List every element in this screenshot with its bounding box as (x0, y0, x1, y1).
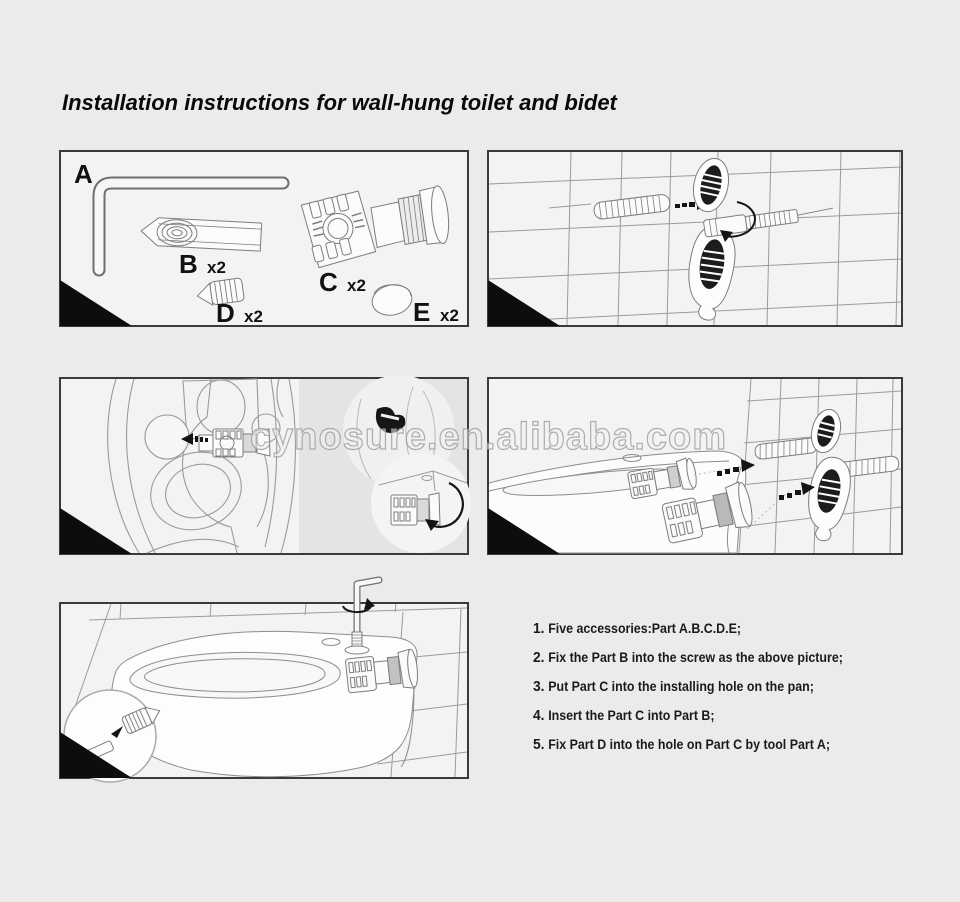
instruction-number: 2. (533, 649, 545, 666)
instruction-item (533, 707, 901, 724)
accessories-illustration (61, 152, 467, 328)
pan-outline (108, 379, 296, 553)
instruction-number: 4. (533, 707, 545, 724)
instruction-text: Fix the Part B into the screw as the above picture; (548, 650, 843, 665)
instruction-text: Five accessories:Part A.B.C.D.E; (548, 621, 742, 636)
panel-fix-screw-to-wall (487, 150, 903, 327)
label-part-e: E (413, 297, 431, 327)
mounting-illustration (489, 379, 901, 553)
instruction-item (533, 620, 901, 637)
screw-part-b-floating (593, 194, 671, 220)
panel-part-c-into-pan (59, 377, 469, 555)
wall-hole-lower (682, 223, 739, 322)
inset-detail-bottom (371, 453, 471, 553)
wall-hole-upper (689, 155, 733, 215)
instruction-text: Put Part C into the installing hole on the pan; (548, 679, 814, 694)
instruction-list (533, 620, 933, 765)
label-part-a: A (74, 159, 93, 189)
cap-part-e (369, 281, 414, 319)
instruction-number: 1. (533, 620, 545, 637)
qty-part-b: x2 (207, 258, 226, 277)
panel-tighten-with-tool (59, 602, 469, 779)
label-part-c: C (319, 267, 338, 297)
watermark: cynosure.en.alibaba.com (250, 416, 728, 458)
pan-underside-illustration (61, 379, 467, 553)
instruction-number: 5. (533, 736, 545, 753)
screw-part-b (140, 217, 261, 251)
qty-part-d: x2 (244, 307, 263, 326)
panel-accessories (59, 150, 469, 327)
instruction-number: 3. (533, 678, 545, 695)
label-part-b: B (179, 249, 198, 279)
qty-part-c: x2 (347, 276, 366, 295)
instruction-text: Fix Part D into the hole on Part C by tool Part A; (548, 737, 830, 752)
anchor-part-c (300, 182, 452, 269)
bidet-body (112, 631, 417, 776)
qty-part-e: x2 (440, 306, 459, 325)
page-title: Installation instructions for wall-hung toilet and bidet (62, 90, 617, 115)
wall-screw-illustration (489, 152, 901, 325)
instruction-item (533, 649, 901, 666)
instruction-item (533, 678, 901, 695)
instruction-item (533, 736, 901, 753)
wall-hole-lower (801, 454, 854, 544)
label-part-d: D (216, 298, 235, 328)
tighten-illustration (61, 604, 467, 777)
panel-mount-pan-to-wall (487, 377, 903, 555)
instruction-text: Insert the Part C into Part B; (548, 708, 715, 723)
